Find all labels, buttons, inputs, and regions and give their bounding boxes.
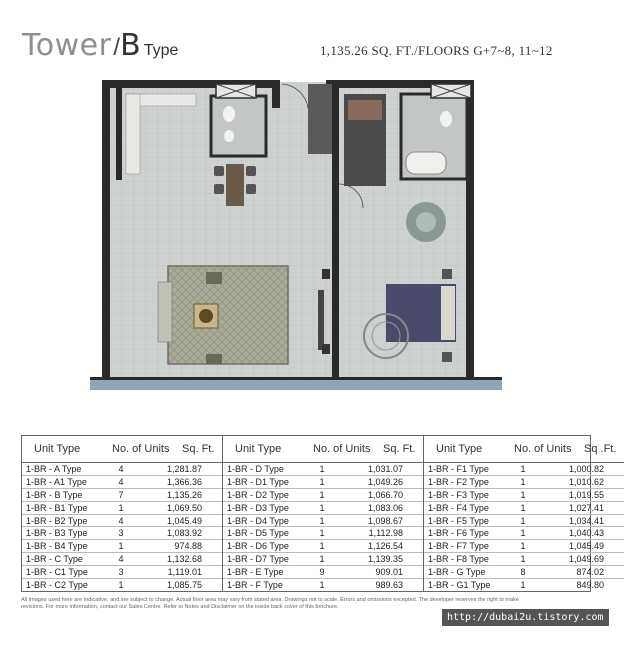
table-row: 1-BR - D6 Type 1 1,126.54 bbox=[223, 540, 423, 553]
header-unit-type: Unit Type bbox=[235, 443, 282, 455]
title-type: Type bbox=[143, 42, 179, 59]
header-unit-type: Unit Type bbox=[436, 443, 483, 455]
table-column-1 bbox=[22, 436, 223, 591]
table-row: 1-BR - D7 Type 1 1,139.35 bbox=[223, 553, 423, 566]
table-row: 1-BR - B4 Type 1 974.88 bbox=[22, 540, 222, 553]
table-row: 1-BR - B3 Type 3 1,083.92 bbox=[22, 527, 222, 540]
table-row: 1-BR - F5 Type 1 1,034.41 bbox=[424, 515, 624, 528]
table-row: 1-BR - F4 Type 1 1,027.41 bbox=[424, 502, 624, 515]
table-row: 1-BR - A Type 4 1,281.87 bbox=[22, 463, 222, 476]
title-b: B bbox=[120, 28, 141, 63]
table-row: 1-BR - G1 Type 1 849.80 bbox=[428, 579, 604, 590]
table-row: 1-BR - F3 Type 1 1,019.55 bbox=[424, 489, 624, 502]
header-sq-ft: Sq. Ft. bbox=[383, 443, 416, 455]
table-row: 1-BR - D5 Type 1 1,112.98 bbox=[223, 527, 423, 540]
table-header bbox=[223, 436, 423, 463]
title-tower: Tower bbox=[22, 28, 112, 63]
table-row: 1-BR - F1 Type 1 1,000.82 bbox=[424, 463, 624, 476]
page-title bbox=[22, 28, 178, 63]
table-row: 1-BR - D Type 1 1,031.07 bbox=[223, 463, 423, 476]
table-row: 1-BR - D3 Type 1 1,083.06 bbox=[223, 502, 423, 515]
table-row: 1-BR - F8 Type 1 1,049.69 bbox=[424, 553, 624, 566]
table-row: 1-BR - D4 Type 1 1,098.67 bbox=[223, 515, 423, 528]
floor-plan-image bbox=[86, 74, 506, 392]
header-unit-type: Unit Type bbox=[34, 443, 81, 455]
table-row: 1-BR - C Type 4 1,132.68 bbox=[22, 553, 222, 566]
table-column-3 bbox=[424, 436, 624, 591]
header-sq-ft: Sq .Ft. bbox=[584, 443, 617, 455]
table-row: 1-BR - F2 Type 1 1,010.62 bbox=[424, 476, 624, 489]
table-header bbox=[424, 436, 624, 463]
table-row: 1-BR - D2 Type 1 1,066.70 bbox=[223, 489, 423, 502]
table-row: 1-BR - B Type 7 1,135.26 bbox=[22, 489, 222, 502]
table-row: 1-BR - C1 Type 3 1,119.01 bbox=[22, 566, 222, 579]
table-row: 1-BR - F6 Type 1 1,040.43 bbox=[424, 527, 624, 540]
table-column-2 bbox=[223, 436, 424, 591]
header-no-units: No. of Units bbox=[313, 443, 371, 455]
table-row: 1-BR - E Type 9 909.01 bbox=[223, 566, 423, 579]
table-row: 1-BR - B1 Type 1 1,069.50 bbox=[22, 502, 222, 515]
disclaimer-text: All Images used here are Indicative, and are subject to change. Actual floor area may vary from stated area. Drawings not to scale. Errors and omissions excepted. The developer reserves the right to make revisions. For more information, contact our Sales Centre. Refer to Notes and Disclaimer on the inside back cover of this brochure. bbox=[21, 597, 519, 610]
table-row: 1-BR - G Type 8 874.02 bbox=[424, 566, 624, 579]
table-row: 1-BR - F Type 1 989.63 bbox=[227, 579, 403, 590]
floor-area-subtitle: 1,135.26 SQ. FT./FLOORS G+7~8, 11~12 bbox=[320, 43, 553, 58]
table-row: 1-BR - D1 Type 1 1,049.26 bbox=[223, 476, 423, 489]
header-no-units: No. of Units bbox=[112, 443, 170, 455]
title-slash: / bbox=[113, 34, 121, 61]
table-header bbox=[22, 436, 222, 463]
unit-table bbox=[21, 435, 617, 592]
table-row: 1-BR - C2 Type 1 1,085.75 bbox=[26, 579, 202, 590]
header-no-units: No. of Units bbox=[514, 443, 572, 455]
table-row: 1-BR - F7 Type 1 1,045.49 bbox=[424, 540, 624, 553]
table-row: 1-BR - B2 Type 4 1,045.49 bbox=[22, 515, 222, 528]
header-sq-ft: Sq. Ft. bbox=[182, 443, 215, 455]
table-row: 1-BR - A1 Type 4 1,366.36 bbox=[22, 476, 222, 489]
watermark-url[interactable]: http://dubai2u.tistory.com bbox=[442, 609, 609, 626]
